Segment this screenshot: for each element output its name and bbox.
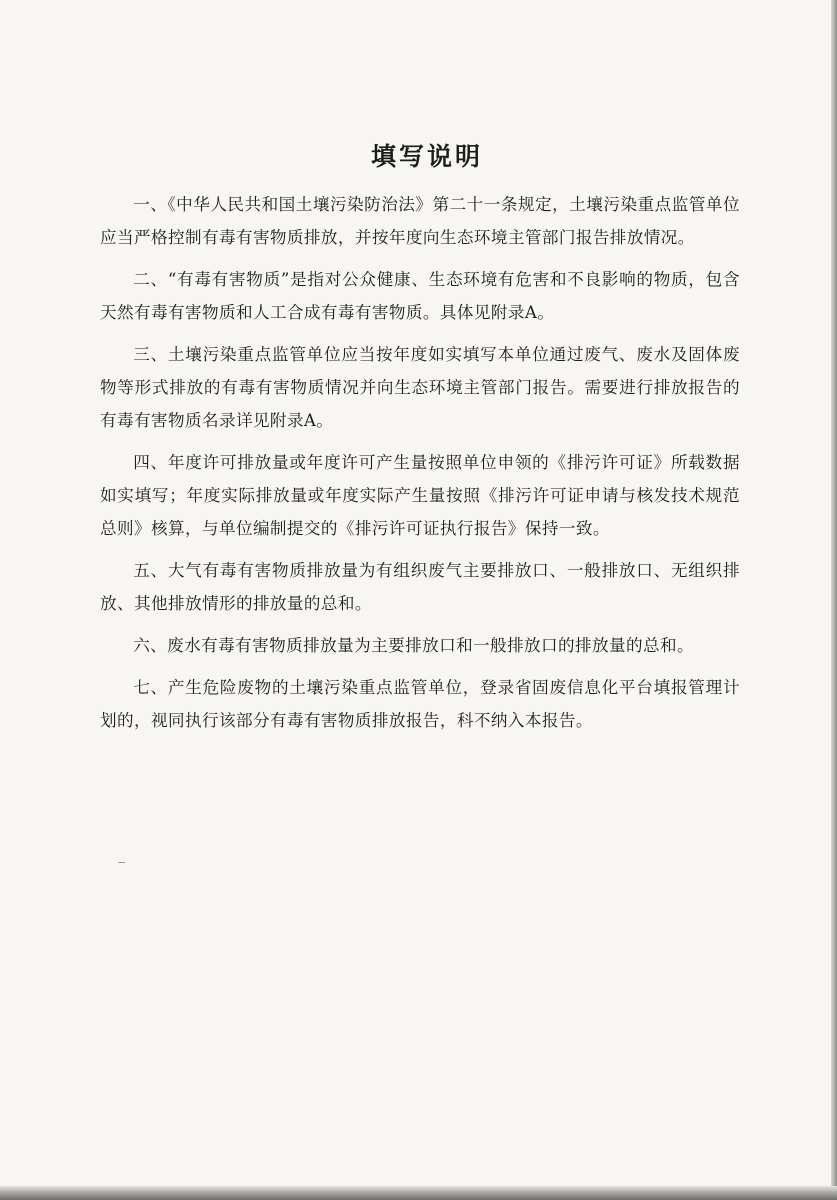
instruction-paragraph-5: 五、大气有毒有害物质排放量为有组织废气主要排放口、一般排放口、无组织排放、其他排放情形的排放量的总和。 xyxy=(100,561,740,613)
scan-speck-mark xyxy=(118,862,125,863)
scan-page-edge-bottom xyxy=(0,1186,837,1200)
instruction-paragraph-1: 一、《中华人民共和国土壤污染防治法》第二十一条规定，土壤污染重点监管单位应当严格控制有毒有害物质排放，并按年度向生态环境主管部门报告排放情况。 xyxy=(100,195,740,247)
instruction-paragraph-6: 六、废水有毒有害物质排放量为主要排放口和一般排放口的排放量的总和。 xyxy=(133,636,694,655)
instruction-paragraph-7: 七、产生危险废物的土壤污染重点监管单位，登录省固废信息化平台填报管理计划的，视同执行该部分有毒有害物质排放报告，科不纳入本报告。 xyxy=(100,678,740,730)
instruction-paragraph-4: 四、年度许可排放量或年度许可产生量按照单位申领的《排污许可证》所载数据如实填写；年度实际排放量或年度实际产生量按照《排污许可证申请与核发技术规范 总则》核算，与单位编制提交的《排污许可证执行报告》保持一致。 xyxy=(100,453,740,538)
instruction-paragraph-2: 二、“有毒有害物质”是指对公众健康、生态环境有危害和不良影响的物质，包含天然有毒有害物质和人工合成有毒有害物质。具体见附录A。 xyxy=(100,270,740,322)
document-title: 填写说明 xyxy=(370,142,483,171)
instruction-paragraph-3: 三、土壤污染重点监管单位应当按年度如实填写本单位通过废气、废水及固体废物等形式排放的有毒有害物质情况并向生态环境主管部门报告。需要进行排放报告的有毒有害物质名录详见附录A。 xyxy=(100,345,740,430)
scan-page-edge-right xyxy=(831,0,837,1200)
document-body xyxy=(100,140,740,746)
